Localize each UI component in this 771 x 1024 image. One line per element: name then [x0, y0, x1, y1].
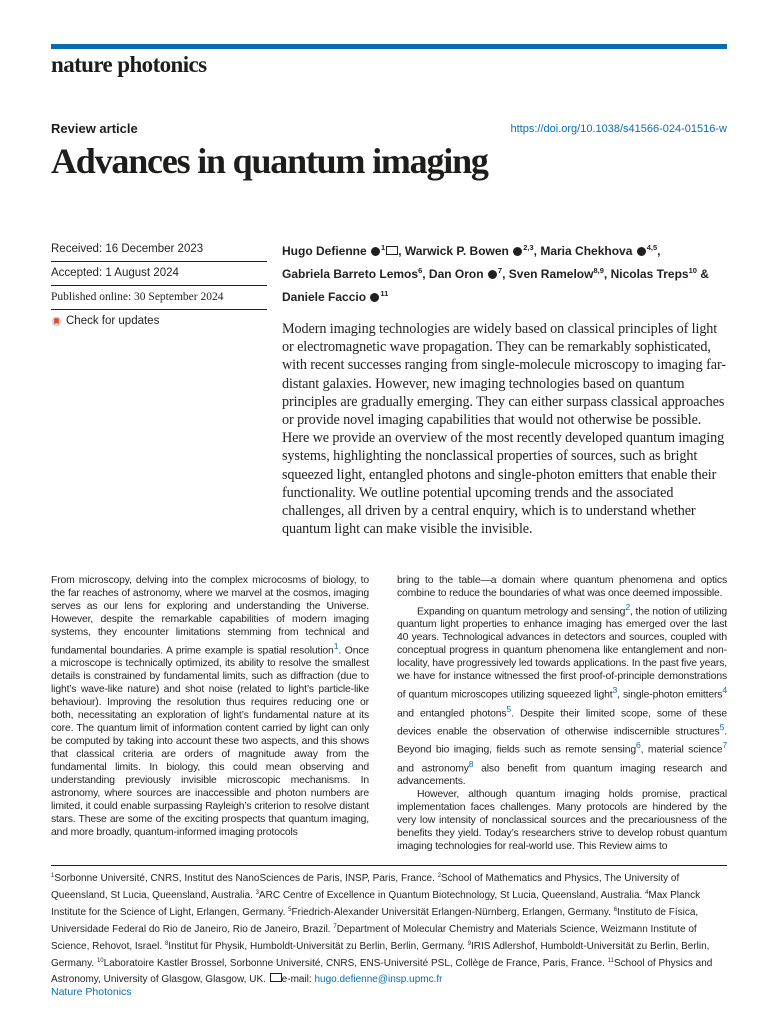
- footer-journal[interactable]: Nature Photonics: [51, 986, 132, 998]
- email-link[interactable]: hugo.defienne@insp.upmc.fr: [314, 973, 443, 985]
- header-accent-bar: [51, 44, 727, 49]
- citation-ref[interactable]: 1: [333, 640, 339, 651]
- journal-name: nature photonics: [51, 52, 207, 77]
- citation-ref[interactable]: 5: [719, 721, 725, 732]
- body-text: and entangled photons: [397, 707, 507, 719]
- affiliation-text: Institut für Physik, Humboldt-Universität zu Berlin, Berlin, Germany.: [168, 941, 468, 953]
- check-updates-label: Check for updates: [66, 315, 160, 327]
- orcid-icon[interactable]: [370, 293, 379, 302]
- body-text: and astronomy: [397, 763, 469, 775]
- affiliation-text: Max Planck Institute for the Science of Light, Erlangen, Germany.: [51, 890, 701, 919]
- author-list: [282, 238, 722, 307]
- body-column-left: [51, 575, 369, 840]
- affiliation-text: Instituto de Física, Universidade Federal do Rio de Janeiro, Rio de Janeiro, Brazil.: [51, 907, 699, 936]
- affiliation-text: Department of Molecular Chemistry and Materials Science, Weizmann Institute of Science, Rehovot, Israel.: [51, 924, 697, 953]
- orcid-icon[interactable]: [371, 247, 380, 256]
- received-date: Received: 16 December 2023: [51, 238, 267, 262]
- affiliation-ref: 6: [418, 266, 423, 275]
- body-paragraph: However, although quantum imaging holds promise, practical implementation faces challenges. Many protocols are hindered by the very low intensity of nonclassical sources and the precariousness of the benefits they yield. Today’s researchers strive to develop robust quantum imaging technologies for real-world use. This Review aims to: [397, 789, 727, 852]
- affiliation-ref: 4,5: [646, 243, 658, 252]
- affiliation-text: Laboratoire Kastler Brossel, Sorbonne Université, CNRS, ENS-Université PSL, Collège de France, Paris, France.: [103, 958, 608, 970]
- body-paragraph: [51, 575, 369, 840]
- author-name[interactable]: Hugo Defienne: [282, 244, 367, 258]
- body-text: , material science: [640, 744, 723, 756]
- body-paragraph: [397, 601, 727, 789]
- affiliation-ref: 7: [497, 266, 503, 275]
- article-type: Review article: [51, 121, 138, 136]
- citation-ref[interactable]: 8: [468, 758, 474, 769]
- body-text: From microscopy, delving into the complex microcosms of biology, to the far reaches of astronomy, where we marvel at the cosmos, imaging serves as our lens for exploring and understanding the Universe. However, despite the remarkable capabilities of modern imaging systems, they encounter limitations stemming from technical and fundamental boundaries. A prime example is spatial resolution: [51, 575, 369, 657]
- affiliation-text: ARC Centre of Excellence in Quantum Biotechnology, St Lucia, Queensland, Australia.: [258, 890, 646, 902]
- affiliation-number: 2: [437, 873, 442, 879]
- affiliation-number: 9: [467, 941, 472, 948]
- orcid-icon[interactable]: [513, 247, 522, 256]
- affiliation-text: School of Physics and Astronomy, University of Glasgow, Glasgow, UK.: [51, 958, 713, 985]
- affiliation-number: 4: [645, 890, 649, 897]
- affiliation-number: 3: [255, 890, 259, 897]
- citation-ref[interactable]: 4: [722, 685, 727, 696]
- author-name[interactable]: , Sven Ramelow: [502, 267, 594, 281]
- author-separator: &: [696, 267, 709, 281]
- affiliation-number: 11: [607, 958, 614, 965]
- body-text: . Once a microscope is technically optimized, its ability to resolve the smallest details is constrained by fundamental limits, such as diffraction (due to light’s wave-like nature) and shot noise (related to light’s particle-like behaviour). Improving the resolution thus requires reducing one or both, necessitating an exploration of light’s fundamental nature at its core. The quantum limit of information content carried by light can only be computed by taking into account these two aspects, and this shows that classical criteria are orders of magnitude away from the fundamental limits. In biology, this could mean observing and understanding previously invisible microscopic mechanisms. In astronomy, where sources are inaccessible and photon numbers are limited, it could enable surpassing Rayleigh’s criterion to resolve distant stars. These are some of the exciting prospects that quantum imaging, and more broadly, quantum-informed imaging protocols: [51, 645, 369, 838]
- author-name[interactable]: Gabriela Barreto Lemos: [282, 267, 419, 281]
- affiliation-number: 5: [288, 907, 292, 914]
- author-name[interactable]: , Dan Oron: [422, 267, 484, 281]
- affiliation-number: 1: [51, 873, 55, 879]
- affiliation-text: School of Mathematics and Physics, The University of Queensland, St Lucia, Queensland, Australia.: [51, 873, 680, 902]
- published-date: Published online: 30 September 2024: [51, 286, 267, 310]
- author-name[interactable]: , Warwick P. Bowen: [398, 244, 509, 258]
- affiliation-text: Friedrich-Alexander Universität Erlangen-Nürnberg, Erlangen, Germany.: [291, 907, 614, 919]
- affiliation-ref: 2,3: [523, 243, 534, 252]
- article-title: Advances in quantum imaging: [51, 141, 488, 181]
- dates-panel: [51, 238, 267, 333]
- author-separator: ,: [657, 244, 661, 258]
- body-paragraph: bring to the table—a domain where quantum phenomena and optics combine to reduce the boundaries of what was once deemed impossible.: [397, 575, 727, 599]
- affiliation-number: 8: [164, 941, 169, 948]
- envelope-icon: [270, 973, 282, 982]
- affiliation-text: Sorbonne Université, CNRS, Institut des NanoSciences de Paris, INSP, Paris, France.: [54, 873, 438, 884]
- affiliation-ref: 8,9: [593, 266, 604, 275]
- body-text: Expanding on quantum metrology and sensing: [417, 606, 626, 618]
- affiliation-ref: 11: [380, 289, 389, 298]
- citation-ref[interactable]: 2: [625, 601, 630, 612]
- abstract: Modern imaging technologies are widely based on classical principles of light or electromagnetic wave propagation. They can be remarkably sophisticated, with recent successes ranging from single-molecule microscopy to imaging far-distant galaxies. However, new imaging technologies based on quantum principles are gradually emerging. They can either surpass classical approaches or provide novel imaging capabilities that would not otherwise be possible. Here we provide an overview of the most recently developed quantum imaging systems, highlighting the nonclassical properties of sources, such as bright squeezed light, entangled photons and single-photon emitters that enable their functionality. We outline potential upcoming trends and the associated challenges, all driven by a central enquiry, which is to understand whether quantum light can make visible the invisible.: [282, 321, 726, 538]
- body-text: . Beyond bio imaging, fields such as remote sensing: [397, 726, 727, 756]
- email-label: e-mail:: [281, 973, 315, 985]
- affiliations-footnote: [51, 869, 727, 987]
- body-text: , the notion of utilizing quantum light properties to enhance imaging has emerged over the last 40 years. Technological advances in detectors and sources, coupled with conceptual progress in quantum phenomena like entanglement and non-locality, have progressively led towards applications. In the past five years, we have for instance witnessed the first proof-of-principle demonstrations of quantum microscopes utilizing squeezed light: [397, 606, 728, 701]
- citation-ref[interactable]: 5: [506, 703, 512, 714]
- affiliation-number: 6: [613, 907, 618, 914]
- citation-ref[interactable]: 6: [635, 740, 641, 751]
- author-name[interactable]: Daniele Faccio: [282, 290, 367, 304]
- doi-link[interactable]: https://doi.org/10.1038/s41566-024-01516-w: [510, 123, 727, 135]
- body-column-right: [397, 575, 727, 854]
- orcid-icon[interactable]: [488, 270, 497, 279]
- affiliation-ref: 10: [688, 266, 697, 275]
- check-for-updates-button[interactable]: [51, 310, 267, 333]
- author-name[interactable]: , Nicolas Treps: [603, 267, 689, 281]
- body-text: also benefit from quantum imaging research and advancements.: [397, 763, 727, 788]
- envelope-icon[interactable]: [386, 246, 398, 255]
- check-updates-icon: [51, 316, 62, 327]
- accepted-date: Accepted: 1 August 2024: [51, 262, 267, 286]
- affiliation-ref: 1: [381, 243, 386, 252]
- footnote-divider: [51, 865, 727, 866]
- body-text: . Despite their limited scope, some of these devices enable the observation of otherwise indiscernible structures: [397, 707, 727, 738]
- author-name[interactable]: , Maria Chekhova: [533, 244, 633, 258]
- citation-ref[interactable]: 3: [612, 685, 618, 696]
- citation-ref[interactable]: 7: [722, 740, 727, 751]
- orcid-icon[interactable]: [637, 247, 646, 256]
- affiliation-number: 7: [333, 924, 337, 931]
- affiliation-text: IRIS Adlershof, Humboldt-Universität zu Berlin, Berlin, Germany.: [51, 941, 710, 970]
- affiliation-number: 10: [96, 958, 104, 965]
- body-text: , single-photon emitters: [617, 689, 723, 701]
